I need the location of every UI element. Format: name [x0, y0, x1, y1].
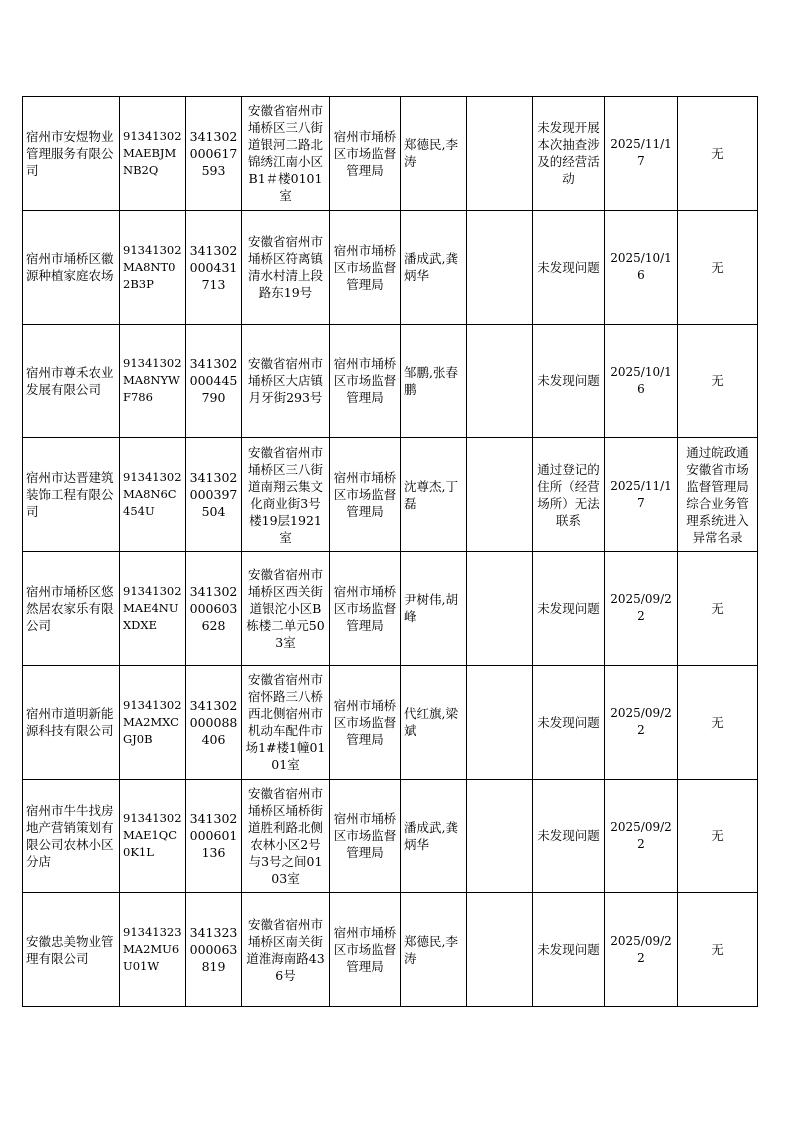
credit-code-cell: 91341302MAE4NUXDXE — [120, 552, 186, 666]
inspection-result-cell: 未发现问题 — [533, 665, 605, 779]
remark-cell: 无 — [678, 665, 758, 779]
remark-cell: 无 — [678, 97, 758, 211]
authority-cell: 宿州市埇桥区市场监督管理局 — [330, 665, 401, 779]
credit-code-cell: 91341302MA8NT02B3P — [120, 210, 186, 324]
inspection-date-cell: 2025/11/17 — [605, 438, 678, 552]
inspection-date-cell: 2025/09/22 — [605, 779, 678, 893]
company-name-cell: 宿州市达晋建筑装饰工程有限公司 — [23, 438, 120, 552]
table-row — [23, 665, 758, 779]
blank-cell — [467, 210, 533, 324]
remark-cell: 无 — [678, 324, 758, 438]
blank-cell — [467, 97, 533, 211]
credit-code-cell: 91341302MAE1QC0K1L — [120, 779, 186, 893]
inspection-result-cell: 未发现问题 — [533, 324, 605, 438]
registration-number-cell: 341302000603628 — [186, 552, 242, 666]
company-name-cell: 宿州市埇桥区悠然居农家乐有限公司 — [23, 552, 120, 666]
inspectors-cell: 潘成武,龚炳华 — [401, 779, 467, 893]
inspection-result-cell: 未发现问题 — [533, 552, 605, 666]
inspection-result-cell: 未发现开展本次抽查涉及的经营活动 — [533, 97, 605, 211]
inspection-result-cell: 未发现问题 — [533, 210, 605, 324]
registration-number-cell: 341302000617593 — [186, 97, 242, 211]
inspectors-cell: 潘成武,龚炳华 — [401, 210, 467, 324]
blank-cell — [467, 438, 533, 552]
authority-cell: 宿州市埇桥区市场监督管理局 — [330, 210, 401, 324]
table-row — [23, 324, 758, 438]
blank-cell — [467, 893, 533, 1007]
inspection-date-cell: 2025/09/22 — [605, 893, 678, 1007]
company-name-cell: 宿州市牛牛找房地产营销策划有限公司农林小区分店 — [23, 779, 120, 893]
address-cell: 安徽省宿州市埇桥区大店镇月牙街293号 — [242, 324, 330, 438]
inspection-result-cell: 通过登记的住所（经营场所）无法联系 — [533, 438, 605, 552]
company-name-cell: 安徽忠美物业管理有限公司 — [23, 893, 120, 1007]
authority-cell: 宿州市埇桥区市场监督管理局 — [330, 893, 401, 1007]
inspection-date-cell: 2025/09/22 — [605, 552, 678, 666]
table-row — [23, 210, 758, 324]
table-row — [23, 438, 758, 552]
registration-number-cell: 341302000088406 — [186, 665, 242, 779]
authority-cell: 宿州市埇桥区市场监督管理局 — [330, 438, 401, 552]
remark-cell: 无 — [678, 893, 758, 1007]
remark-cell: 无 — [678, 552, 758, 666]
authority-cell: 宿州市埇桥区市场监督管理局 — [330, 552, 401, 666]
company-name-cell: 宿州市埇桥区徽源种植家庭农场 — [23, 210, 120, 324]
credit-code-cell: 91341302MA8N6C454U — [120, 438, 186, 552]
inspectors-cell: 郑德民,李涛 — [401, 97, 467, 211]
inspectors-cell: 沈尊杰,丁磊 — [401, 438, 467, 552]
registration-number-cell: 341323000063819 — [186, 893, 242, 1007]
inspectors-cell: 代红旗,梁斌 — [401, 665, 467, 779]
credit-code-cell: 91341302MAEBJMNB2Q — [120, 97, 186, 211]
inspection-results-table — [22, 96, 758, 1007]
registration-number-cell: 341302000431713 — [186, 210, 242, 324]
address-cell: 安徽省宿州市宿怀路三八桥西北侧宿州市机动车配件市场1#楼1幢0101室 — [242, 665, 330, 779]
inspectors-cell: 郑德民,李涛 — [401, 893, 467, 1007]
registration-number-cell: 341302000445790 — [186, 324, 242, 438]
table-row — [23, 97, 758, 211]
registration-number-cell: 341302000601136 — [186, 779, 242, 893]
company-name-cell: 宿州市安煜物业管理服务有限公司 — [23, 97, 120, 211]
inspectors-cell: 邹鹏,张春鹏 — [401, 324, 467, 438]
remark-cell: 无 — [678, 779, 758, 893]
company-name-cell: 宿州市尊禾农业发展有限公司 — [23, 324, 120, 438]
blank-cell — [467, 552, 533, 666]
remark-cell: 通过皖政通安徽省市场监督管理局综合业务管理系统进入异常名录 — [678, 438, 758, 552]
table-row — [23, 893, 758, 1007]
address-cell: 安徽省宿州市埇桥区南关街道淮海南路436号 — [242, 893, 330, 1007]
inspection-date-cell: 2025/10/16 — [605, 210, 678, 324]
table-row — [23, 779, 758, 893]
registration-number-cell: 341302000397504 — [186, 438, 242, 552]
company-name-cell: 宿州市道明新能源科技有限公司 — [23, 665, 120, 779]
authority-cell: 宿州市埇桥区市场监督管理局 — [330, 324, 401, 438]
address-cell: 安徽省宿州市埇桥区西关街道银沱小区B栋楼二单元503室 — [242, 552, 330, 666]
blank-cell — [467, 324, 533, 438]
authority-cell: 宿州市埇桥区市场监督管理局 — [330, 97, 401, 211]
address-cell: 安徽省宿州市埇桥区三八街道银河二路北锦绣江南小区B1＃楼0101室 — [242, 97, 330, 211]
inspection-result-cell: 未发现问题 — [533, 893, 605, 1007]
table-row — [23, 552, 758, 666]
credit-code-cell: 91341302MA2MXCGJ0B — [120, 665, 186, 779]
remark-cell: 无 — [678, 210, 758, 324]
address-cell: 安徽省宿州市埇桥区三八街道南翔云集文化商业街3号楼19层1921室 — [242, 438, 330, 552]
blank-cell — [467, 665, 533, 779]
inspection-date-cell: 2025/11/17 — [605, 97, 678, 211]
inspection-result-cell: 未发现问题 — [533, 779, 605, 893]
inspection-date-cell: 2025/09/22 — [605, 665, 678, 779]
credit-code-cell: 91341323MA2MU6U01W — [120, 893, 186, 1007]
inspection-date-cell: 2025/10/16 — [605, 324, 678, 438]
blank-cell — [467, 779, 533, 893]
table-body — [23, 97, 758, 1007]
credit-code-cell: 91341302MA8NYWF786 — [120, 324, 186, 438]
address-cell: 安徽省宿州市埇桥区符离镇清水村清上段路东19号 — [242, 210, 330, 324]
inspectors-cell: 尹树伟,胡峰 — [401, 552, 467, 666]
address-cell: 安徽省宿州市埇桥区埇桥街道胜利路北侧农林小区2号与3号之间0103室 — [242, 779, 330, 893]
authority-cell: 宿州市埇桥区市场监督管理局 — [330, 779, 401, 893]
